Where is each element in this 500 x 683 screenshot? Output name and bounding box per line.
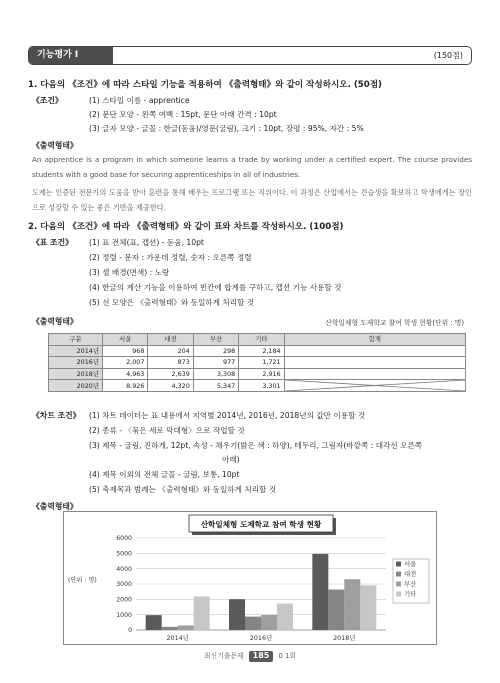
table-header: 합계 [284, 334, 465, 346]
table-caption: 산학일체형 도제학교 참여 학생 현황(단위 : 명) [325, 319, 464, 327]
section-tag: 기능평가 Ⅰ [29, 47, 113, 64]
section-banner [28, 46, 472, 65]
section-points: (150점) [433, 51, 463, 60]
table-row-header: 2016년 [49, 357, 103, 369]
table-row [49, 380, 466, 392]
q2-chart-condition-3: (3) 제목 - 굴림, 진하게, 12pt, 속성 - 채우기(밝은 색 : 하양), 테두리, 그림자(바깥쪽 : 대각선 오른쪽 [89, 441, 423, 450]
table-cell-empty [284, 368, 465, 380]
q2-chart-condition-1: (1) 차트 데이터는 표 내용에서 지역별 2014년, 2016년, 2018년의 값만 이용할 것 [89, 411, 366, 420]
table-row-header: 2014년 [49, 345, 103, 357]
table-row-header: 2020년 [49, 380, 103, 392]
y-tick-label: 4000 [116, 565, 132, 573]
legend-label: 서울 [404, 560, 417, 568]
table-cell-empty [284, 357, 465, 369]
q1-condition-label: 《조건》 [32, 96, 63, 105]
legend-label: 대전 [404, 570, 417, 578]
y-tick-label: 2000 [116, 596, 132, 604]
q2-chart-condition-label: 《차트 조건》 [32, 411, 81, 420]
table-cell: 1,721 [239, 357, 284, 369]
y-tick-label: 3000 [116, 581, 132, 589]
table-cell-empty [284, 345, 465, 357]
page-footer [0, 651, 500, 662]
bar [245, 617, 261, 630]
bar [162, 627, 178, 630]
legend-label: 부산 [404, 580, 417, 588]
table-cell: 2,007 [103, 357, 148, 369]
q2-chart-condition-3-cont: 아래) [222, 455, 240, 464]
table-row [49, 357, 466, 369]
table-header-row [49, 334, 466, 346]
table-cell: 2,184 [239, 345, 284, 357]
table-cell: 5,347 [193, 380, 238, 392]
y-tick-label: 1000 [116, 611, 132, 619]
y-tick-label: 6000 [116, 535, 132, 543]
x-tick-label: 2018년 [333, 634, 356, 642]
q2-table-condition-3: (3) 셀 배경(면색) : 노랑 [89, 268, 170, 277]
table-cell: 298 [193, 345, 238, 357]
table-cell: 8,926 [103, 380, 148, 392]
legend-swatch [396, 572, 401, 577]
table-cell: 4,963 [103, 368, 148, 380]
footer-left: 최신기출문제 [204, 652, 244, 660]
table-header: 대전 [148, 334, 193, 346]
y-tick-label: 5000 [116, 550, 132, 558]
q2-table-condition-label: 《표 조건》 [32, 238, 73, 247]
bar [194, 597, 210, 630]
page-number: 185 [249, 651, 274, 662]
bar [229, 599, 245, 630]
y-axis-title: (단위 : 명) [68, 577, 97, 584]
bar [312, 554, 328, 630]
table-header: 부산 [193, 334, 238, 346]
y-tick-label: 0 [128, 627, 132, 635]
bar [146, 615, 162, 630]
table-cell: 2,916 [239, 368, 284, 380]
q1-korean-paragraph: 도제는 인증된 전문가의 도움을 받아 훈련을 통해 배우는 프로그램 또는 직위이다. 이 과정은 산업에서는 견습생을 확보하고 학생에게는 장인으로 성장할 수 있는 좋은 기반을 제공한다. [32, 188, 472, 212]
q1-output-label: 《출력형태》 [32, 141, 78, 150]
table-cell: 968 [103, 345, 148, 357]
bar [328, 590, 344, 630]
chart-canvas [64, 512, 438, 646]
footer-right: 0 1회 [278, 652, 296, 660]
q1-condition-1: (1) 스타일 이름 - apprentice [89, 96, 190, 105]
table-header: 서울 [103, 334, 148, 346]
question-2-title: 2. 다음의 《조건》에 따라 《출력형태》와 같이 표와 차트를 작성하시오. (100점) [28, 222, 344, 232]
diagonal-cross-icon [285, 380, 465, 391]
q2-chart-condition-5: (5) 축제목과 범례는 《출력형태》와 동일하게 처리할 것 [89, 485, 277, 494]
q1-condition-2: (2) 문단 모양 - 왼쪽 여백 : 15pt, 문단 아래 간격 : 10pt [89, 110, 277, 119]
bar [344, 579, 360, 630]
q2-output-label: 《출력형태》 [32, 317, 78, 326]
legend-swatch [396, 562, 401, 567]
bar [178, 625, 194, 630]
bar [261, 615, 277, 630]
bar [277, 604, 293, 630]
data-table [48, 333, 466, 392]
table-header: 기타 [239, 334, 284, 346]
chart-title: 산학일체형 도제학교 참여 학생 현황 [200, 520, 322, 529]
table-cell: 3,301 [239, 380, 284, 392]
q2-table-condition-1: (1) 표 전체(표, 캡션) - 돋움, 10pt [89, 238, 204, 247]
x-tick-label: 2016년 [249, 634, 273, 642]
table-row-header: 2018년 [49, 368, 103, 380]
q2-output-label-2: 《출력형태》 [32, 502, 78, 511]
table-row [49, 368, 466, 380]
table-cell: 2,639 [148, 368, 193, 380]
legend-swatch [396, 582, 401, 587]
q2-chart-condition-4: (4) 제목 이외의 전체 글꼴 - 굴림, 보통, 10pt [89, 470, 240, 479]
q2-table-condition-5: (5) 선 모양은 《출력형태》와 동일하게 처리할 것 [89, 298, 255, 307]
x-tick-label: 2014년 [166, 634, 189, 642]
table-header: 구분 [49, 334, 103, 346]
question-1-title: 1. 다음의 《조건》에 따라 스타일 기능을 적용하여 《출력형태》와 같이 작성하시오. (50점) [28, 80, 382, 90]
q2-table-condition-2: (2) 정렬 - 문자 : 가운데 정렬, 숫자 : 오른쪽 정렬 [89, 253, 252, 262]
table-cell: 204 [148, 345, 193, 357]
q2-table-condition-4: (4) 한글의 계산 기능을 이용하여 빈칸에 합계를 구하고, 캡션 기능 사용할 것 [89, 283, 342, 292]
bar [360, 585, 376, 630]
table-cell: 4,320 [148, 380, 193, 392]
q2-chart-condition-2: (2) 종류 - 〈묶은 세로 막대형〉으로 작업할 것 [89, 426, 245, 435]
table-cell: 873 [148, 357, 193, 369]
q1-english-paragraph: An apprentice is a program in which someone learns a trade by working under a certified expert. The course provides students with a good base for securing apprenticeships in all of industries. [32, 155, 472, 179]
table-cell: 977 [193, 357, 238, 369]
legend-swatch [396, 592, 401, 597]
table-row [49, 345, 466, 357]
table-cell-crossed [284, 380, 465, 392]
table-cell: 3,308 [193, 368, 238, 380]
q1-condition-3: (3) 글자 모양 - 글꼴 : 한글(돋움)/영문(굴림), 크기 : 10pt, 장평 : 95%, 자간 : 5% [89, 124, 364, 133]
bar-chart [63, 511, 437, 645]
legend-label: 기타 [404, 590, 417, 598]
